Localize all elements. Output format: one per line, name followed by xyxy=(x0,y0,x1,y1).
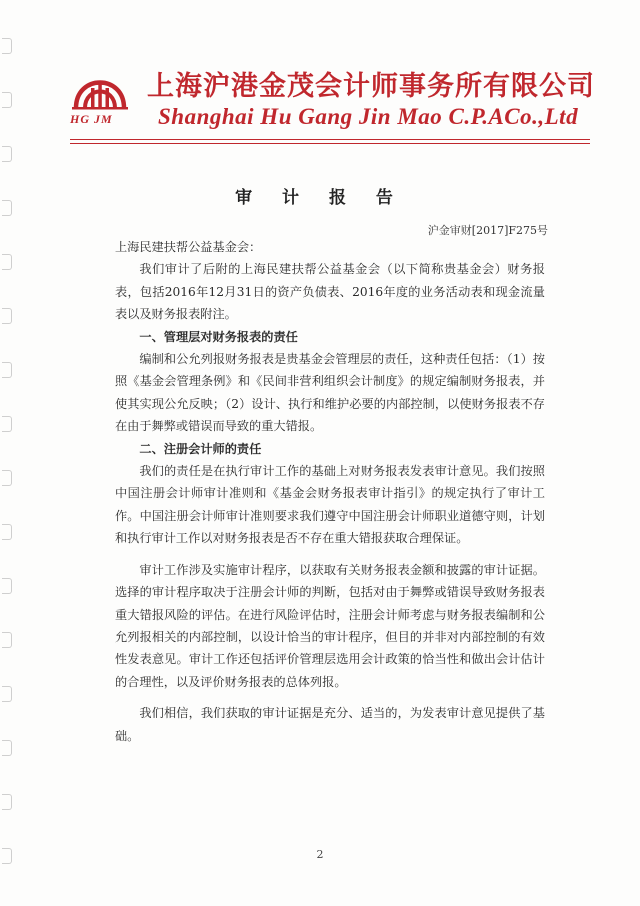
report-body xyxy=(115,236,545,747)
firm-name-english: Shanghai Hu Gang Jin Mao C.P.ACo.,Ltd xyxy=(158,104,579,129)
binding-hole xyxy=(2,308,12,324)
auditor-responsibility-paragraph-3: 我们相信，我们获取的审计证据是充分、适当的，为发表审计意见提供了基础。 xyxy=(115,706,545,743)
report-title: 审 计 报 告 xyxy=(235,188,405,208)
section-heading-management: 一、管理层对财务报表的责任 xyxy=(139,329,298,344)
management-responsibility-text: 编制和公允列报财务报表是贵基金会管理层的责任，这种责任包括：（1）按照《基金会管理条例》和《民间非营利组织会计制度》的规定编制财务报表，并使其实现公允反映；（2）设计、执行和维护必要的内部控制，以使财务报表不存在由于舞弊或错误而导致的重大错报。 xyxy=(115,352,545,434)
binding-hole xyxy=(2,632,12,648)
binding-hole xyxy=(2,686,12,702)
letterhead xyxy=(70,62,600,137)
binding-hole xyxy=(2,416,12,432)
letterhead-rule-thin xyxy=(70,143,590,144)
firm-name-chinese: 上海沪港金茂会计师事务所有限公司 xyxy=(147,71,595,102)
section-heading-auditor: 二、注册会计师的责任 xyxy=(139,441,262,456)
addressee: 上海民建扶帮公益基金会： xyxy=(115,240,262,254)
binding-hole xyxy=(2,740,12,756)
binding-hole xyxy=(2,794,12,810)
binding-margin xyxy=(0,0,14,906)
auditor-responsibility-paragraph-1: 我们的责任是在执行审计工作的基础上对财务报表发表审计意见。我们按照中国注册会计师审计准则和《基金会财务报表审计指引》的规定执行了审计工作。中国注册会计师审计准则要求我们遵守中国注册会计师职业道德守则，计划和执行审计工作以对财务报表是否不存在重大错报获取合理保证。 xyxy=(115,464,545,546)
binding-hole xyxy=(2,578,12,594)
binding-hole xyxy=(2,524,12,540)
letterhead-rule xyxy=(70,139,590,140)
binding-hole xyxy=(2,92,12,108)
binding-hole xyxy=(2,470,12,486)
binding-hole xyxy=(2,362,12,378)
document-number: 沪金审财[2017]F275号 xyxy=(427,224,548,237)
intro-paragraph: 我们审计了后附的上海民建扶帮公益基金会（以下简称贵基金会）财务报表，包括2016年12月31日的资产负债表、2016年度的业务活动表和现金流量表以及财务报表附注。 xyxy=(115,262,545,322)
binding-hole xyxy=(2,38,12,54)
auditor-responsibility-paragraph-2: 审计工作涉及实施审计程序，以获取有关财务报表金额和披露的审计证据。选择的审计程序取决于注册会计师的判断，包括对由于舞弊或错误导致财务报表重大错报风险的评估。在进行风险评估时，注册会计师考虑与财务报表编制和公允列报相关的内部控制，以设计恰当的审计程序，但目的并非对内部控制的有效性发表意见。审计工作还包括评价管理层选用会计政策的恰当性和做出会计估计的合理性，以及评价财务报表的总体列报。 xyxy=(115,562,545,689)
logo-initials: HG JM xyxy=(70,112,113,126)
binding-hole xyxy=(2,146,12,162)
page-number: 2 xyxy=(316,848,324,861)
binding-hole xyxy=(2,254,12,270)
